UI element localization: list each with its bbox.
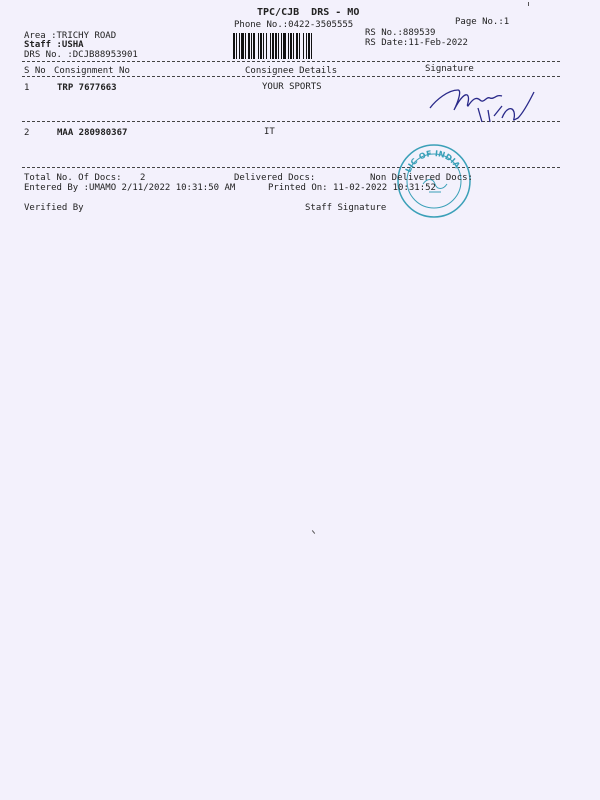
barcode-bar <box>293 33 294 59</box>
barcode-bar <box>248 33 250 59</box>
document-title: TPC/CJB DRS - MO <box>257 7 360 18</box>
barcode-bar <box>263 33 264 59</box>
page-number: Page No.:1 <box>455 17 510 27</box>
drs-number: DRS No. :DCJB88953901 <box>24 50 138 60</box>
row-2-consignee: IT <box>264 127 275 137</box>
handwritten-signature-icon <box>422 78 562 128</box>
barcode-bar <box>275 33 277 59</box>
divider <box>22 76 560 77</box>
barcode-bar <box>251 33 252 59</box>
non-delivered-docs-label: Non Delivered Docs: <box>370 173 473 183</box>
barcode-bar <box>260 33 262 59</box>
row-2-consignment: MAA 280980367 <box>57 128 128 138</box>
scan-speck <box>312 530 315 534</box>
barcode-bar <box>239 33 240 59</box>
phone-number: Phone No.:0422-3505555 <box>234 20 354 30</box>
column-header-consignment: Consignment No <box>54 66 130 76</box>
barcode-bar <box>290 33 292 59</box>
barcode-bar <box>299 33 300 59</box>
barcode-bar <box>311 33 312 59</box>
row-1-consignment: TRP 7677663 <box>57 83 117 93</box>
row-2-sno: 2 <box>24 128 30 138</box>
rs-number: RS No.:889539 <box>365 28 436 38</box>
barcode-bar <box>270 33 271 59</box>
divider <box>22 61 560 62</box>
total-docs-label: Total No. Of Docs: <box>24 173 122 183</box>
row-1-sno: 1 <box>24 83 30 93</box>
barcode-bar <box>281 33 282 59</box>
row-1-consignee: YOUR SPORTS <box>262 82 322 92</box>
delivered-docs-label: Delivered Docs: <box>234 173 316 183</box>
staff-field: Staff :USHA <box>24 40 84 50</box>
barcode-bar <box>266 33 267 59</box>
barcode-bar <box>253 33 255 59</box>
barcode-bar <box>303 33 304 59</box>
barcode-bar <box>278 33 279 59</box>
svg-text:LIC OF INDIA: LIC OF INDIA <box>403 148 462 174</box>
column-header-signature: Signature <box>425 64 474 74</box>
column-header-sno: S No <box>24 66 46 76</box>
scan-speck <box>528 2 529 6</box>
entered-by: Entered By :UMAMO 2/11/2022 10:31:50 AM <box>24 183 236 193</box>
area-field: Area :TRICHY ROAD <box>24 31 117 41</box>
barcode-bar <box>296 33 298 59</box>
verified-by-label: Verified By <box>24 203 84 213</box>
barcode-bar <box>306 33 307 59</box>
column-header-consignee: Consignee Details <box>245 66 338 76</box>
barcode-bar <box>272 33 274 59</box>
barcode-bar <box>233 33 235 59</box>
total-docs-value: 2 <box>140 173 146 183</box>
barcode-bar <box>258 33 259 59</box>
divider <box>22 167 560 168</box>
rs-date: RS Date:11-Feb-2022 <box>365 38 468 48</box>
barcode-bar <box>236 33 237 59</box>
barcode-bar <box>241 33 244 59</box>
barcode-bar <box>245 33 246 59</box>
printed-on: Printed On: 11-02-2022 10:31:52 <box>268 183 436 193</box>
barcode-bar <box>288 33 289 59</box>
barcode-bar <box>308 33 310 59</box>
barcode-bar <box>283 33 286 59</box>
barcode-icon <box>233 33 353 59</box>
staff-signature-label: Staff Signature <box>305 203 387 213</box>
